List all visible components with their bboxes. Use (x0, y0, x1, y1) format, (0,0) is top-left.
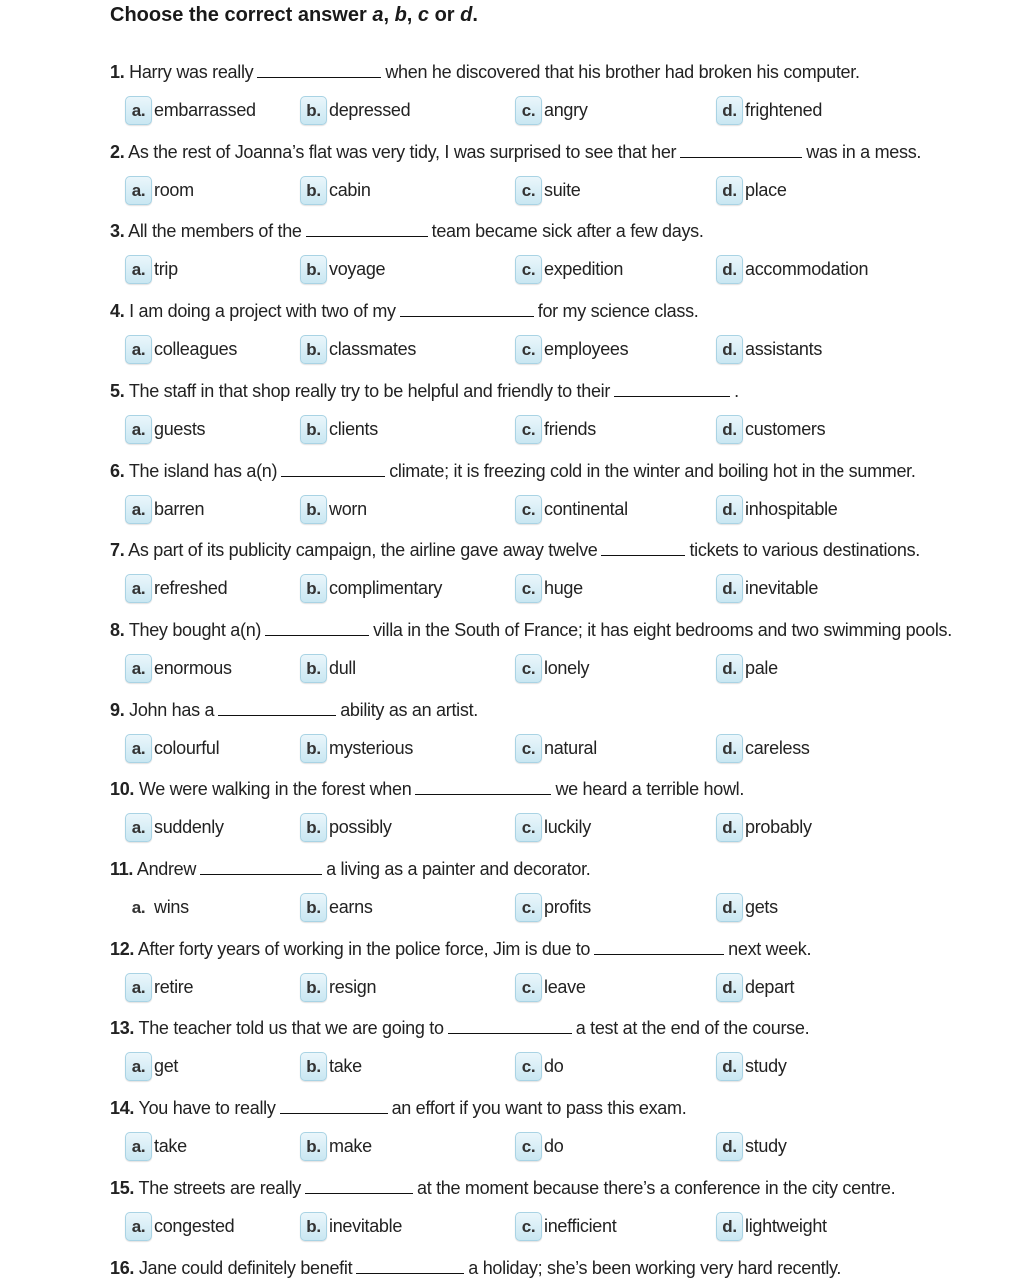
question-number: 12. (110, 939, 135, 959)
option-text: refreshed (154, 578, 228, 598)
option-letter[interactable]: c. (515, 813, 542, 842)
option-letter[interactable]: a. (125, 495, 152, 524)
answer-blank[interactable] (448, 1019, 572, 1034)
option-text: clients (329, 419, 378, 439)
answer-blank[interactable] (680, 143, 802, 158)
question-text-after: next week. (728, 939, 812, 959)
option-letter[interactable]: b. (300, 335, 327, 364)
option-letter[interactable]: d. (716, 335, 743, 364)
question-number: 5. (110, 381, 125, 401)
option-c[interactable] (515, 176, 581, 205)
answer-blank[interactable] (280, 1099, 388, 1114)
option-a[interactable] (125, 255, 178, 284)
question-text: The teacher told us that we are going to (138, 1018, 444, 1038)
option-text: depressed (329, 100, 411, 120)
question-text-after: a living as a painter and decorator. (326, 859, 591, 879)
option-letter[interactable]: a. (125, 574, 152, 603)
option-c[interactable] (515, 335, 628, 364)
option-letter[interactable]: a. (131, 897, 146, 917)
option-letter[interactable]: d. (716, 1212, 743, 1241)
question-1 (110, 61, 860, 83)
option-text: gets (745, 897, 778, 917)
option-letter[interactable]: d. (716, 176, 743, 205)
question-5 (110, 380, 739, 402)
option-text: lightweight (745, 1216, 827, 1236)
question-text: After forty years of working in the police force, Jim is due to (137, 939, 591, 959)
option-text: suddenly (154, 817, 224, 837)
option-d[interactable] (716, 893, 778, 922)
option-letter[interactable]: a. (125, 415, 152, 444)
option-text: make (329, 1136, 372, 1156)
question-number: 15. (110, 1178, 135, 1198)
option-text: place (745, 180, 787, 200)
question-number: 13. (110, 1018, 135, 1038)
option-d[interactable] (716, 973, 794, 1002)
page-title: Choose the correct answer a, b, c or d. (110, 4, 478, 26)
question-number: 7. (110, 540, 125, 560)
option-letter[interactable]: b. (300, 415, 327, 444)
option-text: leave (544, 977, 586, 997)
question-12 (110, 938, 811, 960)
option-letter[interactable]: c. (515, 1132, 542, 1161)
question-number: 8. (110, 620, 125, 640)
option-text: classmates (329, 339, 417, 359)
option-text: depart (745, 977, 795, 997)
option-letter[interactable]: a. (125, 1052, 152, 1081)
option-letter[interactable]: b. (300, 1132, 327, 1161)
option-letter[interactable]: c. (515, 654, 542, 683)
option-text: study (745, 1056, 787, 1076)
option-letter[interactable]: a. (125, 654, 152, 683)
question-text-after: at the moment because there’s a conference in the city centre. (416, 1178, 896, 1198)
question-text: The island has a(n) (128, 461, 278, 481)
question-9 (110, 699, 478, 721)
question-4 (110, 300, 699, 322)
option-d[interactable] (716, 574, 818, 603)
option-letter[interactable]: a. (125, 96, 152, 125)
question-text: As part of its publicity campaign, the airline gave away twelve (128, 540, 598, 560)
question-3 (110, 220, 704, 242)
option-letter[interactable]: b. (300, 893, 327, 922)
option-b[interactable] (300, 574, 442, 603)
option-a[interactable] (125, 654, 232, 683)
answer-blank[interactable] (356, 1259, 464, 1274)
option-a[interactable] (125, 813, 224, 842)
question-text: Harry was really (129, 62, 254, 82)
option-c[interactable] (515, 813, 591, 842)
answer-blank[interactable] (614, 382, 730, 397)
option-text: pale (745, 658, 778, 678)
option-letter[interactable]: d. (716, 893, 743, 922)
question-text: Andrew (136, 859, 197, 879)
answer-blank[interactable] (306, 222, 428, 237)
option-a[interactable] (125, 1212, 234, 1241)
option-b[interactable] (300, 255, 385, 284)
question-text-after: ability as an artist. (340, 700, 478, 720)
option-c[interactable] (515, 654, 589, 683)
option-text: embarrassed (154, 100, 256, 120)
option-b[interactable] (300, 495, 367, 524)
option-a[interactable] (125, 415, 205, 444)
question-text-after: for my science class. (537, 301, 699, 321)
option-text: congested (154, 1216, 235, 1236)
option-text: expedition (544, 259, 624, 279)
option-b[interactable] (300, 1212, 402, 1241)
question-text-after: a test at the end of the course. (575, 1018, 810, 1038)
option-letter[interactable]: d. (716, 255, 743, 284)
question-text-after: climate; it is freezing cold in the winter and boiling hot in the summer. (389, 461, 916, 481)
option-letter[interactable]: c. (515, 255, 542, 284)
question-text-after: villa in the South of France; it has eight bedrooms and two swimming pools. (373, 620, 952, 640)
option-text: customers (745, 419, 826, 439)
option-letter[interactable]: a. (125, 813, 152, 842)
answer-blank[interactable] (400, 302, 534, 317)
option-d[interactable] (716, 813, 812, 842)
answer-blank[interactable] (281, 462, 385, 477)
option-d[interactable] (716, 96, 822, 125)
option-text: careless (745, 738, 810, 758)
question-text-after: was in a mess. (806, 142, 922, 162)
question-text: I am doing a project with two of my (129, 301, 396, 321)
option-text: voyage (329, 259, 386, 279)
question-text-after: team became sick after a few days. (431, 221, 704, 241)
option-text: room (154, 180, 194, 200)
option-letter[interactable]: b. (300, 96, 327, 125)
option-text: wins (154, 897, 189, 917)
option-b[interactable] (300, 1052, 362, 1081)
question-7 (110, 539, 920, 561)
option-letter[interactable]: d. (716, 654, 743, 683)
option-text: accommodation (745, 259, 869, 279)
option-letter[interactable]: d. (716, 813, 743, 842)
answer-blank[interactable] (601, 541, 685, 556)
question-number: 4. (110, 301, 125, 321)
option-letter[interactable]: a. (125, 255, 152, 284)
option-letter[interactable]: c. (515, 495, 542, 524)
answer-blank[interactable] (200, 860, 322, 875)
option-d[interactable] (716, 734, 810, 763)
option-a[interactable] (125, 176, 194, 205)
option-a[interactable] (125, 973, 193, 1002)
option-d[interactable] (716, 415, 825, 444)
option-letter[interactable]: c. (515, 415, 542, 444)
option-a[interactable] (125, 96, 256, 125)
option-letter[interactable]: b. (300, 973, 327, 1002)
option-c[interactable] (515, 893, 591, 922)
question-text-after: tickets to various destinations. (689, 540, 921, 560)
option-letter[interactable]: b. (300, 1212, 327, 1241)
question-15 (110, 1177, 895, 1199)
option-letter[interactable]: b. (300, 574, 327, 603)
question-number: 3. (110, 221, 125, 241)
question-text: As the rest of Joanna’s flat was very tidy, I was surprised to see that her (128, 142, 677, 162)
answer-blank[interactable] (415, 780, 551, 795)
option-letter[interactable]: b. (300, 813, 327, 842)
option-d[interactable] (716, 495, 837, 524)
option-letter[interactable]: b. (300, 734, 327, 763)
option-d[interactable] (716, 654, 778, 683)
option-b[interactable] (300, 654, 356, 683)
option-a[interactable] (125, 1052, 178, 1081)
question-text: Jane could definitely benefit (138, 1258, 353, 1278)
option-text: inhospitable (745, 499, 838, 519)
option-text: colourful (154, 738, 220, 758)
option-text: huge (544, 578, 583, 598)
answer-blank[interactable] (265, 621, 369, 636)
option-a[interactable] (125, 495, 204, 524)
question-text-after: a holiday; she’s been working very hard recently. (468, 1258, 842, 1278)
option-letter[interactable]: b. (300, 176, 327, 205)
question-13 (110, 1017, 809, 1039)
answer-blank[interactable] (305, 1179, 413, 1194)
option-text: take (154, 1136, 187, 1156)
option-text: inevitable (745, 578, 819, 598)
option-letter[interactable]: c. (515, 1052, 542, 1081)
option-text: do (544, 1136, 564, 1156)
option-text: natural (544, 738, 597, 758)
option-letter[interactable]: a. (125, 1132, 152, 1161)
answer-blank[interactable] (257, 63, 381, 78)
option-text: possibly (329, 817, 392, 837)
option-a[interactable] (125, 1132, 187, 1161)
question-8 (110, 619, 952, 641)
question-text-after: an effort if you want to pass this exam. (391, 1098, 687, 1118)
option-text: profits (544, 897, 591, 917)
option-text: guests (154, 419, 206, 439)
question-2 (110, 141, 921, 163)
question-16 (110, 1257, 841, 1279)
option-a[interactable] (125, 574, 227, 603)
option-letter[interactable]: a. (125, 1212, 152, 1241)
option-text: inevitable (329, 1216, 403, 1236)
option-a[interactable] (125, 893, 189, 922)
answer-blank[interactable] (594, 940, 724, 955)
option-letter[interactable]: d. (716, 734, 743, 763)
option-letter[interactable]: c. (515, 96, 542, 125)
answer-blank[interactable] (218, 701, 336, 716)
option-c[interactable] (515, 495, 628, 524)
option-letter[interactable]: a. (125, 335, 152, 364)
option-a[interactable] (125, 335, 237, 364)
question-14 (110, 1097, 686, 1119)
question-text-after: . (734, 381, 739, 401)
option-text: dull (329, 658, 356, 678)
option-text: employees (544, 339, 629, 359)
option-b[interactable] (300, 176, 371, 205)
option-letter[interactable]: d. (716, 1132, 743, 1161)
option-text: resign (329, 977, 377, 997)
question-text: They bought a(n) (128, 620, 262, 640)
option-letter[interactable]: b. (300, 495, 327, 524)
question-number: 1. (110, 62, 125, 82)
option-letter[interactable]: b. (300, 654, 327, 683)
question-11 (110, 858, 590, 880)
option-text: lonely (544, 658, 590, 678)
option-text: do (544, 1056, 564, 1076)
option-text: colleagues (154, 339, 238, 359)
option-text: suite (544, 180, 581, 200)
option-text: take (329, 1056, 362, 1076)
question-text: The streets are really (138, 1178, 301, 1198)
option-letter[interactable]: d. (716, 495, 743, 524)
option-letter[interactable]: c. (515, 335, 542, 364)
option-a[interactable] (125, 734, 219, 763)
option-text: probably (745, 817, 812, 837)
option-text: friends (544, 419, 596, 439)
option-c[interactable] (515, 734, 597, 763)
question-number: 2. (110, 142, 125, 162)
option-text: angry (544, 100, 588, 120)
option-text: continental (544, 499, 628, 519)
option-b[interactable] (300, 335, 416, 364)
option-text: enormous (154, 658, 232, 678)
question-number: 11. (110, 859, 134, 879)
option-letter[interactable]: c. (515, 574, 542, 603)
option-text: study (745, 1136, 787, 1156)
option-text: luckily (544, 817, 591, 837)
question-number: 14. (110, 1098, 135, 1118)
question-text: We were walking in the forest when (138, 779, 412, 799)
option-text: retire (154, 977, 194, 997)
option-letter[interactable]: d. (716, 415, 743, 444)
option-letter[interactable]: c. (515, 1212, 542, 1241)
question-6 (110, 460, 916, 482)
option-letter[interactable]: d. (716, 574, 743, 603)
option-letter[interactable]: d. (716, 96, 743, 125)
option-d[interactable] (716, 1132, 787, 1161)
option-letter[interactable]: b. (300, 255, 327, 284)
option-text: assistants (745, 339, 823, 359)
option-letter[interactable]: c. (515, 893, 542, 922)
question-text-after: we heard a terrible howl. (555, 779, 745, 799)
option-d[interactable] (716, 335, 822, 364)
question-text: The staff in that shop really try to be helpful and friendly to their (128, 381, 611, 401)
option-c[interactable] (515, 1212, 616, 1241)
option-d[interactable] (716, 1052, 787, 1081)
option-c[interactable] (515, 1052, 563, 1081)
question-number: 6. (110, 461, 125, 481)
option-c[interactable] (515, 96, 588, 125)
option-text: barren (154, 499, 205, 519)
option-b[interactable] (300, 893, 373, 922)
option-b[interactable] (300, 813, 392, 842)
question-10 (110, 778, 744, 800)
question-number: 9. (110, 700, 125, 720)
option-text: frightened (745, 100, 823, 120)
question-text: All the members of the (128, 221, 302, 241)
option-c[interactable] (515, 973, 586, 1002)
option-text: earns (329, 897, 373, 917)
question-number: 16. (110, 1258, 135, 1278)
option-text: trip (154, 259, 178, 279)
option-d[interactable] (716, 176, 787, 205)
option-c[interactable] (515, 1132, 563, 1161)
option-text: cabin (329, 180, 371, 200)
option-b[interactable] (300, 1132, 372, 1161)
option-letter[interactable]: c. (515, 973, 542, 1002)
option-c[interactable] (515, 415, 596, 444)
option-letter[interactable]: c. (515, 176, 542, 205)
option-letter[interactable]: a. (125, 176, 152, 205)
question-text: John has a (129, 700, 215, 720)
option-c[interactable] (515, 255, 623, 284)
option-letter[interactable]: d. (716, 1052, 743, 1081)
option-text: complimentary (329, 578, 443, 598)
option-text: mysterious (329, 738, 414, 758)
option-letter[interactable]: b. (300, 1052, 327, 1081)
option-text: get (154, 1056, 179, 1076)
question-text-after: when he discovered that his brother had broken his computer. (385, 62, 860, 82)
option-letter[interactable]: d. (716, 973, 743, 1002)
option-b[interactable] (300, 96, 410, 125)
option-c[interactable] (515, 574, 583, 603)
option-b[interactable] (300, 415, 378, 444)
question-text: You have to really (138, 1098, 276, 1118)
option-text: inefficient (544, 1216, 617, 1236)
option-text: worn (329, 499, 367, 519)
option-letter[interactable]: a. (125, 734, 152, 763)
option-d[interactable] (716, 1212, 827, 1241)
option-letter[interactable]: a. (125, 973, 152, 1002)
option-letter[interactable]: c. (515, 734, 542, 763)
option-d[interactable] (716, 255, 868, 284)
question-number: 10. (110, 779, 135, 799)
option-b[interactable] (300, 973, 376, 1002)
option-b[interactable] (300, 734, 413, 763)
